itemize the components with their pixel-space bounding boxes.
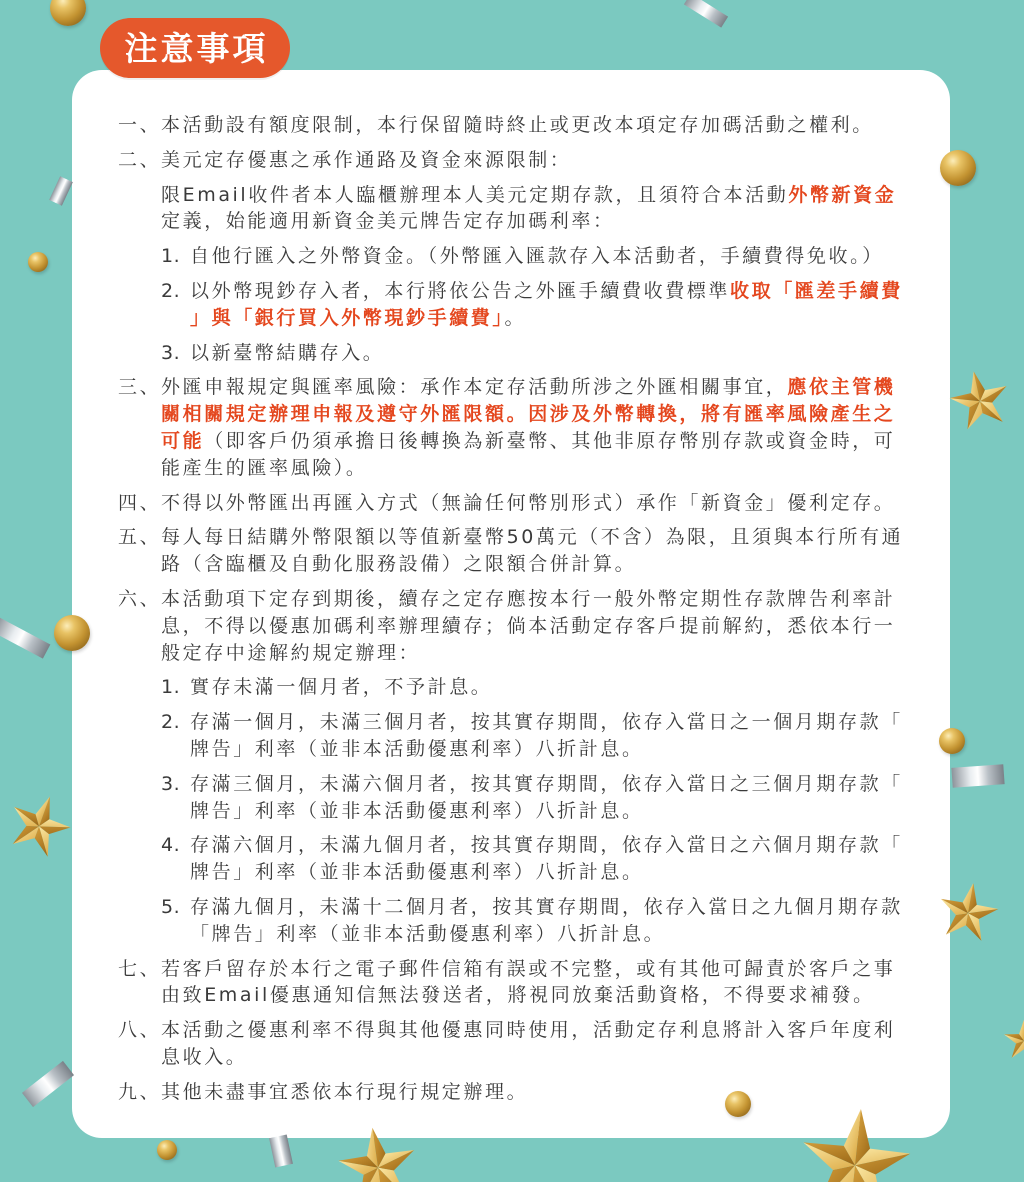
- note-body: [161, 586, 950, 666]
- note-item: [118, 524, 950, 578]
- note-line: [190, 736, 950, 763]
- note-marker: 九、: [118, 1080, 162, 1103]
- note-line: [161, 1079, 950, 1106]
- note-line: [190, 832, 950, 859]
- note-line: [161, 640, 950, 667]
- silver-confetti: [684, 0, 728, 28]
- gold-star-icon: [6, 792, 72, 858]
- note-body: [161, 524, 950, 578]
- note-line: [161, 586, 950, 613]
- sub-item-number: 1.: [161, 676, 181, 699]
- note-line: [190, 771, 950, 798]
- silver-confetti: [49, 176, 73, 205]
- note-line: [190, 674, 950, 701]
- note-line: [161, 112, 950, 139]
- note-line: [190, 894, 950, 921]
- note-marker: 一、: [118, 114, 162, 136]
- note-line: [190, 278, 950, 305]
- note-line: [161, 956, 950, 983]
- note-text: （即客戶仍須承擔日後轉換為新臺幣、其他非原存幣別存款或資金時，可: [204, 429, 896, 452]
- note-item: [118, 490, 950, 517]
- note-text: 。: [504, 306, 527, 329]
- sub-item-number: 1.: [161, 245, 181, 268]
- note-line: [161, 208, 950, 235]
- note-line: [161, 147, 950, 174]
- sub-item-number: 5.: [161, 895, 181, 918]
- note-body: [161, 956, 950, 1010]
- silver-confetti: [951, 764, 1004, 788]
- silver-confetti: [22, 1061, 74, 1107]
- silver-confetti: [269, 1134, 293, 1167]
- page-title: 注意事項: [124, 28, 269, 68]
- note-line: [190, 709, 950, 736]
- note-text: 本活動設有額度限制，本行保留隨時終止或更改本項定存加碼活動之權利。: [161, 114, 874, 136]
- note-text: 定義，始能適用新資金美元牌告定存加碼利率：: [161, 210, 615, 233]
- note-text: 存滿三個月，未滿六個月者，按其實存期間，依存入當日之三個月期存款「: [190, 772, 903, 795]
- sub-item: [161, 674, 950, 701]
- note-item: [118, 147, 950, 367]
- note-line: [190, 798, 950, 825]
- sub-item: [161, 278, 950, 332]
- note-text: 本活動項下定存到期後，續存之定存應按本行一般外幣定期性存款牌告利率計: [161, 587, 896, 610]
- silver-confetti: [0, 617, 50, 658]
- note-item: [118, 1079, 950, 1106]
- sub-item-number: 3.: [161, 341, 181, 364]
- note-text: 其他未盡事宜悉依本行現行規定辦理。: [161, 1080, 529, 1103]
- gold-star-icon: [948, 368, 1012, 432]
- note-item: [118, 1017, 950, 1071]
- note-line: [161, 374, 950, 401]
- note-item: [118, 586, 950, 948]
- note-text: 本活動之優惠利率不得與其他優惠同時使用，活動定存利息將計入客戶年度利: [161, 1019, 896, 1042]
- sub-item-number: 2.: [161, 711, 181, 734]
- note-line: [161, 490, 950, 517]
- notice-card: [72, 70, 950, 1138]
- note-marker: 八、: [118, 1019, 162, 1042]
- note-body: [161, 112, 950, 139]
- sub-item-number: 3.: [161, 772, 181, 795]
- sub-item: [161, 340, 950, 367]
- highlighted-text: 關相關規定辦理申報及遵守外匯限額。因涉及外幣轉換，將有匯率風險產生之: [161, 403, 896, 426]
- note-text: 般定存中途解約規定辦理：: [161, 641, 421, 664]
- note-line: [161, 182, 950, 209]
- note-text: 限Email收件者本人臨櫃辦理本人美元定期存款，且須符合本活動: [161, 183, 789, 206]
- note-text: 牌告」利率（並非本活動優惠利率）八折計息。: [190, 799, 644, 822]
- note-body: [161, 490, 950, 517]
- note-text: 息收入。: [161, 1045, 248, 1068]
- note-text: 若客戶留存於本行之電子郵件信箱有誤或不完整，或有其他可歸責於客戶之事: [161, 957, 896, 980]
- gold-ornament-ball: [28, 252, 48, 272]
- note-text: 「牌告」利率（並非本活動優惠利率）八折計息。: [190, 922, 666, 945]
- sub-item: [161, 709, 950, 763]
- note-text: 路（含臨櫃及自動化服務設備）之限額合併計算。: [161, 553, 637, 576]
- note-text: 以外幣現鈔存入者，本行將依公告之外匯手續費收費標準: [190, 279, 731, 302]
- highlighted-text: 可能: [161, 429, 205, 452]
- gold-ornament-ball: [157, 1140, 177, 1160]
- sub-item: [161, 832, 950, 886]
- title-badge: [100, 18, 290, 78]
- note-marker: 七、: [118, 957, 162, 980]
- note-marker: 五、: [118, 526, 162, 549]
- note-line: [161, 551, 950, 578]
- note-line: [190, 859, 950, 886]
- note-body: [161, 147, 950, 174]
- note-item: [118, 956, 950, 1010]
- note-line: [161, 428, 950, 455]
- sub-item: [161, 894, 950, 948]
- note-text: 牌告」利率（並非本活動優惠利率）八折計息。: [190, 737, 644, 760]
- note-line: [190, 305, 950, 332]
- notes-list: [118, 112, 950, 1106]
- note-text: 自他行匯入之外幣資金。（外幣匯入匯款存入本活動者，手續費得免收。）: [190, 245, 884, 268]
- note-text: 每人每日結購外幣限額以等值新臺幣50萬元（不含）為限，且須與本行所有通: [161, 526, 904, 549]
- note-text: 由致Email優惠通知信無法發送者，將視同放棄活動資格，不得要求補發。: [161, 984, 875, 1007]
- note-line: [190, 243, 950, 270]
- gold-star-icon: [1002, 1018, 1024, 1062]
- note-line: [161, 524, 950, 551]
- note-paragraph: [161, 182, 950, 236]
- note-text: 美元定存優惠之承作通路及資金來源限制：: [161, 148, 572, 171]
- note-body: [161, 1079, 950, 1106]
- sub-item: [161, 243, 950, 270]
- highlighted-text: 外幣新資金: [788, 183, 897, 206]
- note-body: [161, 374, 950, 481]
- highlighted-text: 收取「匯差手續費: [730, 279, 903, 302]
- note-text: 以新臺幣結購存入。: [190, 341, 385, 364]
- note-text: 息，不得以優惠加碼利率辦理續存；倘本活動定存客戶提前解約，悉依本行一: [161, 614, 896, 637]
- note-marker: 三、: [118, 376, 162, 399]
- note-text: 能產生的匯率風險）。: [161, 456, 368, 479]
- note-line: [161, 1017, 950, 1044]
- note-line: [161, 1044, 950, 1071]
- note-text: 牌告」利率（並非本活動優惠利率）八折計息。: [190, 861, 644, 884]
- highlighted-text: 」與「銀行買入外幣現鈔手續費」: [190, 306, 505, 329]
- note-text: 存滿一個月，未滿三個月者，按其實存期間，依存入當日之一個月期存款「: [190, 711, 903, 734]
- note-line: [190, 340, 950, 367]
- highlighted-text: 應依主管機: [787, 376, 896, 399]
- gold-ornament-ball: [50, 0, 86, 26]
- note-line: [161, 455, 950, 482]
- note-body: [161, 1017, 950, 1071]
- note-line: [190, 921, 950, 948]
- note-item: [118, 112, 950, 139]
- note-marker: 六、: [118, 587, 162, 610]
- note-text: 不得以外幣匯出再匯入方式（無論任何幣別形式）承作「新資金」優利定存。: [161, 491, 896, 514]
- note-marker: 二、: [118, 148, 162, 171]
- sub-item-number: 2.: [161, 279, 181, 302]
- note-line: [161, 982, 950, 1009]
- sub-item: [161, 771, 950, 825]
- note-text: 存滿九個月，未滿十二個月者，按其實存期間，依存入當日之九個月期存款: [190, 895, 903, 918]
- note-marker: 四、: [118, 491, 162, 514]
- note-text: 存滿六個月，未滿九個月者，按其實存期間，依存入當日之六個月期存款「: [190, 834, 903, 857]
- note-line: [161, 401, 950, 428]
- sub-item-number: 4.: [161, 834, 181, 857]
- note-text: 實存未滿一個月者，不予計息。: [190, 676, 493, 699]
- note-item: [118, 374, 950, 481]
- note-line: [161, 613, 950, 640]
- note-text: 外匯申報規定與匯率風險：承作本定存活動所涉之外匯相關事宜，: [161, 376, 788, 399]
